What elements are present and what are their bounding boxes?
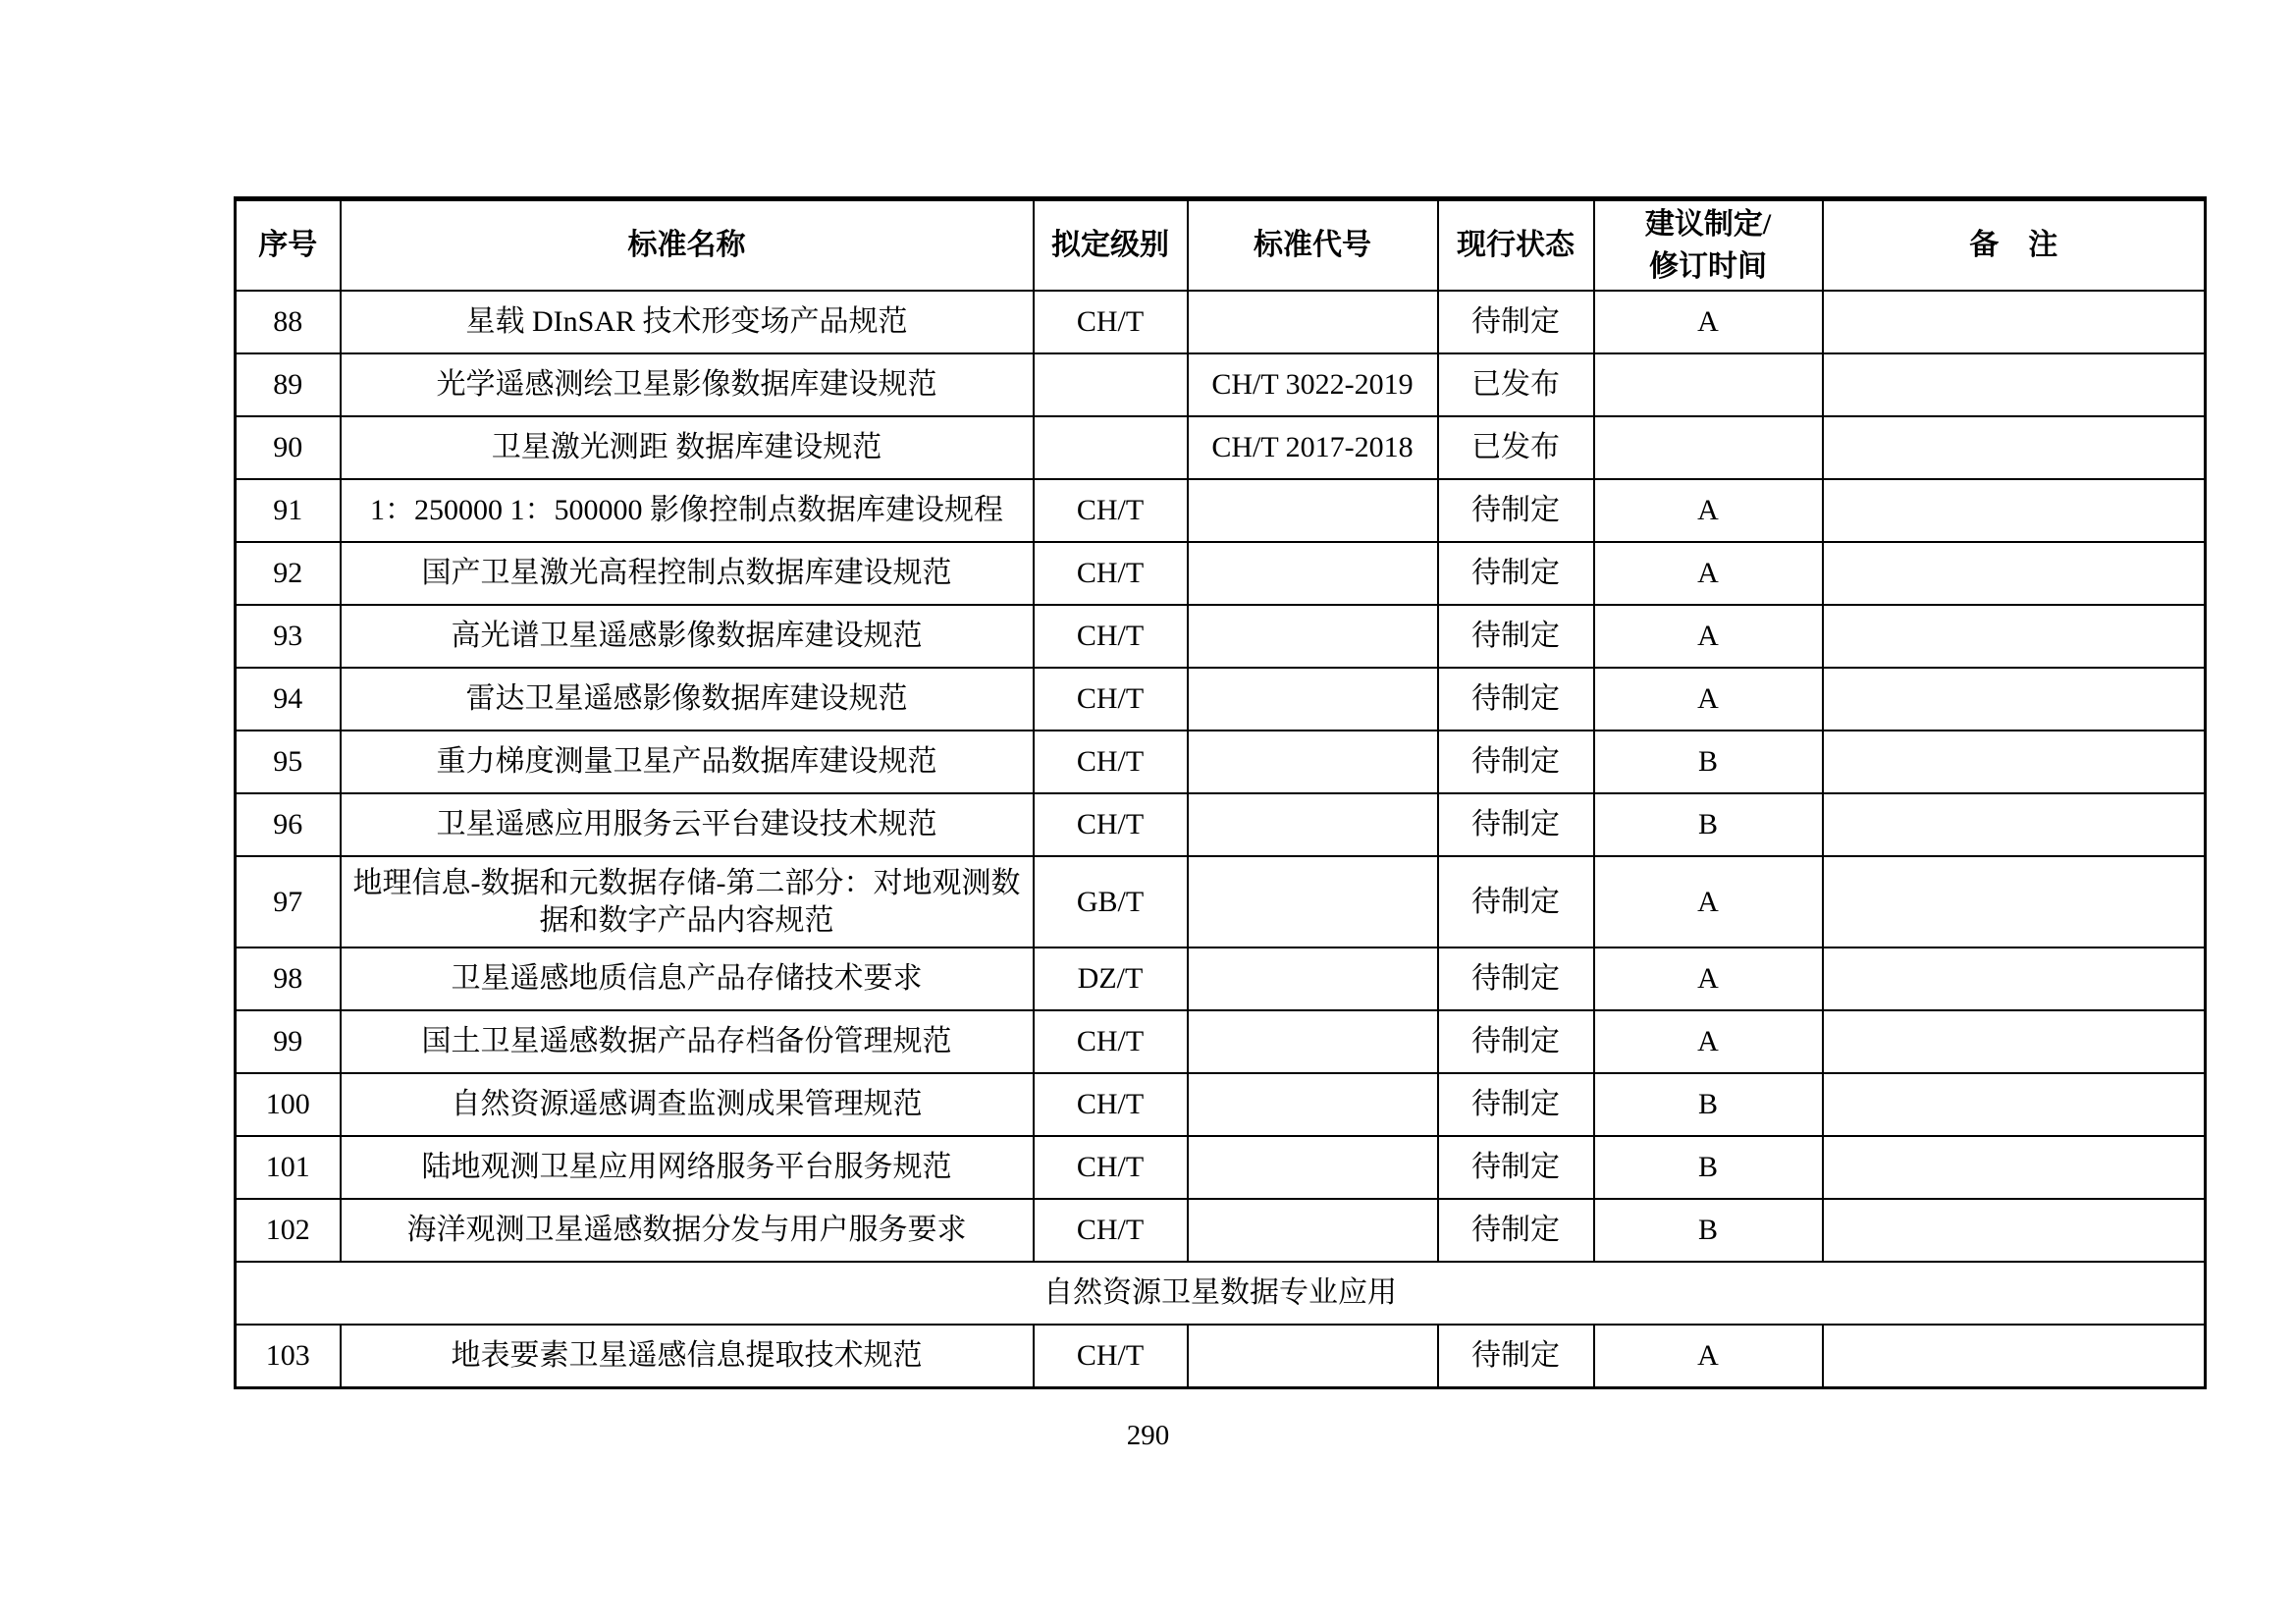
status-cell: 待制定	[1438, 947, 1594, 1010]
code-cell	[1188, 1136, 1438, 1199]
time-cell: A	[1594, 668, 1823, 731]
status-cell: 待制定	[1438, 605, 1594, 668]
standard-name-cell: 海洋观测卫星遥感数据分发与用户服务要求	[341, 1199, 1034, 1262]
standard-name-cell: 国产卫星激光高程控制点数据库建设规范	[341, 542, 1034, 605]
time-cell: A	[1594, 1010, 1823, 1073]
time-cell: B	[1594, 731, 1823, 793]
table-row	[236, 1136, 2206, 1199]
status-cell: 待制定	[1438, 1010, 1594, 1073]
standard-name-cell: 国土卫星遥感数据产品存档备份管理规范	[341, 1010, 1034, 1073]
level-cell: CH/T	[1034, 479, 1188, 542]
remark-cell	[1823, 1199, 2206, 1262]
status-cell: 待制定	[1438, 1136, 1594, 1199]
standard-name-cell: 卫星激光测距 数据库建设规范	[341, 416, 1034, 479]
standards-table	[234, 196, 2207, 1389]
remark-cell	[1823, 1010, 2206, 1073]
row-number-cell: 95	[236, 731, 341, 793]
table-row	[236, 1010, 2206, 1073]
row-number-cell: 94	[236, 668, 341, 731]
remark-cell	[1823, 605, 2206, 668]
header-time-line1: 建议制定/	[1644, 207, 1772, 241]
time-cell: A	[1594, 1325, 1823, 1388]
standard-name-cell: 自然资源遥感调查监测成果管理规范	[341, 1073, 1034, 1136]
header-level: 拟定级别	[1034, 199, 1188, 292]
table-row	[236, 605, 2206, 668]
table-row	[236, 731, 2206, 793]
status-cell: 待制定	[1438, 479, 1594, 542]
table-row	[236, 416, 2206, 479]
code-cell	[1188, 291, 1438, 353]
level-cell: GB/T	[1034, 856, 1188, 947]
status-cell: 待制定	[1438, 856, 1594, 947]
code-cell	[1188, 542, 1438, 605]
header-time	[1594, 199, 1823, 292]
code-cell	[1188, 479, 1438, 542]
remark-cell	[1823, 1325, 2206, 1388]
remark-cell	[1823, 947, 2206, 1010]
standard-name-cell: 重力梯度测量卫星产品数据库建设规范	[341, 731, 1034, 793]
time-cell	[1594, 353, 1823, 416]
remark-cell	[1823, 291, 2206, 353]
status-cell: 待制定	[1438, 291, 1594, 353]
remark-cell	[1823, 856, 2206, 947]
level-cell: CH/T	[1034, 605, 1188, 668]
table-row	[236, 1073, 2206, 1136]
standard-name-cell: 1：250000 1：500000 影像控制点数据库建设规程	[341, 479, 1034, 542]
remark-cell	[1823, 793, 2206, 856]
status-cell: 已发布	[1438, 416, 1594, 479]
status-cell: 已发布	[1438, 353, 1594, 416]
row-number-cell: 103	[236, 1325, 341, 1388]
standard-name-cell: 光学遥感测绘卫星影像数据库建设规范	[341, 353, 1034, 416]
level-cell	[1034, 416, 1188, 479]
row-number-cell: 96	[236, 793, 341, 856]
standard-name-cell: 卫星遥感应用服务云平台建设技术规范	[341, 793, 1034, 856]
table-row	[236, 291, 2206, 353]
level-cell: CH/T	[1034, 1325, 1188, 1388]
table-row	[236, 1199, 2206, 1262]
table-row	[236, 353, 2206, 416]
row-number-cell: 98	[236, 947, 341, 1010]
table-row	[236, 856, 2206, 947]
remark-cell	[1823, 1136, 2206, 1199]
level-cell: CH/T	[1034, 1136, 1188, 1199]
time-cell: A	[1594, 856, 1823, 947]
row-number-cell: 99	[236, 1010, 341, 1073]
level-cell	[1034, 353, 1188, 416]
row-number-cell: 100	[236, 1073, 341, 1136]
level-cell: CH/T	[1034, 793, 1188, 856]
table-header-row	[236, 199, 2206, 292]
remark-cell	[1823, 1073, 2206, 1136]
time-cell: A	[1594, 605, 1823, 668]
header-remark: 备 注	[1823, 199, 2206, 292]
level-cell: CH/T	[1034, 291, 1188, 353]
remark-cell	[1823, 668, 2206, 731]
standard-name-cell: 高光谱卫星遥感影像数据库建设规范	[341, 605, 1034, 668]
level-cell: DZ/T	[1034, 947, 1188, 1010]
code-cell	[1188, 731, 1438, 793]
header-status: 现行状态	[1438, 199, 1594, 292]
code-cell	[1188, 1325, 1438, 1388]
code-cell	[1188, 947, 1438, 1010]
time-cell: A	[1594, 291, 1823, 353]
header-standard-name: 标准名称	[341, 199, 1034, 292]
status-cell: 待制定	[1438, 542, 1594, 605]
code-cell	[1188, 668, 1438, 731]
row-number-cell: 89	[236, 353, 341, 416]
table-row	[236, 479, 2206, 542]
remark-cell	[1823, 353, 2206, 416]
code-cell: CH/T 3022-2019	[1188, 353, 1438, 416]
status-cell: 待制定	[1438, 668, 1594, 731]
level-cell: CH/T	[1034, 1199, 1188, 1262]
level-cell: CH/T	[1034, 1010, 1188, 1073]
time-cell: B	[1594, 1199, 1823, 1262]
header-no: 序号	[236, 199, 341, 292]
code-cell	[1188, 605, 1438, 668]
level-cell: CH/T	[1034, 731, 1188, 793]
table-row	[236, 947, 2206, 1010]
row-number-cell: 97	[236, 856, 341, 947]
code-cell	[1188, 1073, 1438, 1136]
time-cell: B	[1594, 1136, 1823, 1199]
header-code: 标准代号	[1188, 199, 1438, 292]
row-number-cell: 102	[236, 1199, 341, 1262]
row-number-cell: 88	[236, 291, 341, 353]
time-cell: A	[1594, 479, 1823, 542]
status-cell: 待制定	[1438, 1199, 1594, 1262]
standard-name-cell: 雷达卫星遥感影像数据库建设规范	[341, 668, 1034, 731]
standard-name-cell: 地表要素卫星遥感信息提取技术规范	[341, 1325, 1034, 1388]
remark-cell	[1823, 416, 2206, 479]
table-row	[236, 668, 2206, 731]
table-row	[236, 542, 2206, 605]
code-cell	[1188, 1010, 1438, 1073]
code-cell: CH/T 2017-2018	[1188, 416, 1438, 479]
time-cell: A	[1594, 542, 1823, 605]
time-cell	[1594, 416, 1823, 479]
code-cell	[1188, 1199, 1438, 1262]
remark-cell	[1823, 479, 2206, 542]
time-cell: A	[1594, 947, 1823, 1010]
code-cell	[1188, 793, 1438, 856]
time-cell: B	[1594, 793, 1823, 856]
time-cell: B	[1594, 1073, 1823, 1136]
remark-cell	[1823, 731, 2206, 793]
row-number-cell: 91	[236, 479, 341, 542]
section-row	[236, 1262, 2206, 1325]
status-cell: 待制定	[1438, 1325, 1594, 1388]
level-cell: CH/T	[1034, 668, 1188, 731]
remark-cell	[1823, 542, 2206, 605]
page-number: 290	[1126, 1420, 1170, 1451]
table-row	[236, 1325, 2206, 1388]
code-cell	[1188, 856, 1438, 947]
section-label: 自然资源卫星数据专业应用	[236, 1262, 2206, 1325]
row-number-cell: 93	[236, 605, 341, 668]
row-number-cell: 101	[236, 1136, 341, 1199]
level-cell: CH/T	[1034, 1073, 1188, 1136]
standard-name-cell: 星载 DInSAR 技术形变场产品规范	[341, 291, 1034, 353]
standard-name-cell: 陆地观测卫星应用网络服务平台服务规范	[341, 1136, 1034, 1199]
status-cell: 待制定	[1438, 731, 1594, 793]
standard-name-cell: 地理信息-数据和元数据存储-第二部分：对地观测数据和数字产品内容规范	[341, 856, 1034, 947]
table-row	[236, 793, 2206, 856]
status-cell: 待制定	[1438, 793, 1594, 856]
header-time-line2: 修订时间	[1649, 250, 1767, 283]
row-number-cell: 90	[236, 416, 341, 479]
standard-name-cell: 卫星遥感地质信息产品存储技术要求	[341, 947, 1034, 1010]
level-cell: CH/T	[1034, 542, 1188, 605]
status-cell: 待制定	[1438, 1073, 1594, 1136]
row-number-cell: 92	[236, 542, 341, 605]
